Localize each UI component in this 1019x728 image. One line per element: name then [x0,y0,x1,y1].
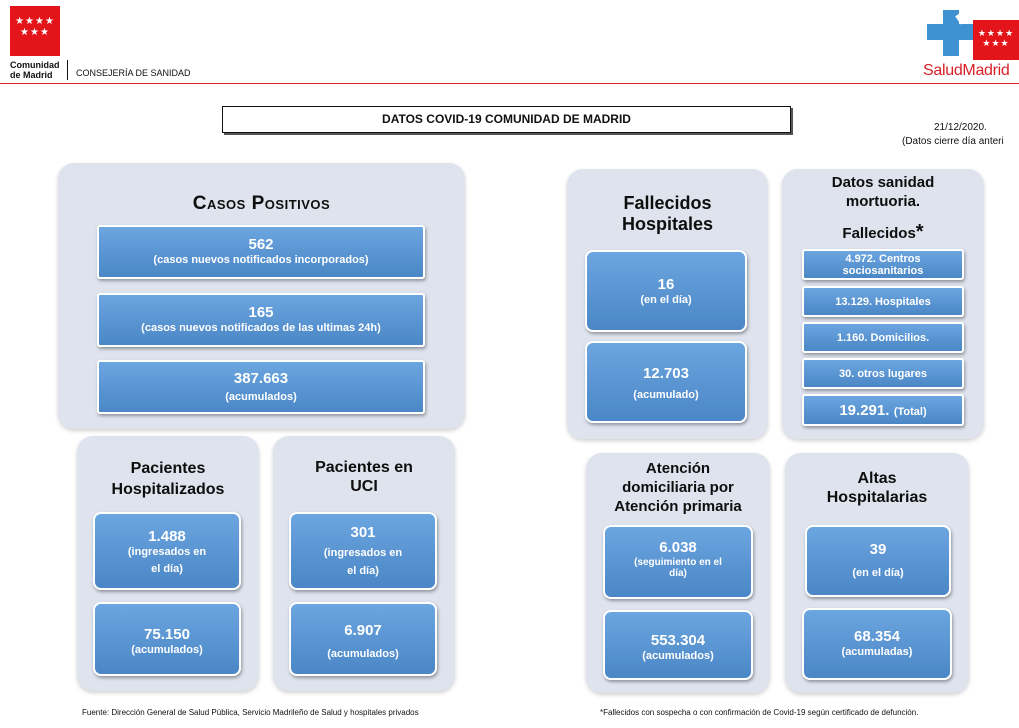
fallecidos-hospitales-panel [567,169,768,439]
sanidad-mortuoria-panel [782,169,984,439]
sanidad-mortuoria-title: Datos sanidad mortuoria. Fallecidos* [831,174,935,243]
hospitalizados-panel [77,436,259,691]
uci-panel [273,436,455,691]
fallecidos-footnote: *Fallecidos con sospecha o con confirmación de Covid-19 según certificado de defunción. [600,708,919,717]
fallecidos-centros-sociosanitarios: 4.972. Centros sociosanitarios [802,249,964,280]
header-divider [67,60,68,80]
uci-title: Pacientes en UCI [315,459,413,495]
cm-name-line1: Comunidad [10,60,60,70]
hospitalizados-dia: 1.488 (ingresados en el día) [93,512,241,590]
uci-acumulados: 6.907 (acumulados) [289,602,437,676]
atencion-domiciliaria-panel [586,453,770,693]
fallecidos-otros-lugares: 30. otros lugares [802,358,964,389]
casos-positivos-panel [58,163,465,429]
fallecidos-domicilios: 1.160. Domicilios. [802,322,964,353]
altas-acumuladas: 68.354 (acumuladas) [802,608,952,680]
casos-nuevos-incorporados: 562 (casos nuevos notificados incorporados) [97,225,425,279]
cm-name-line2: de Madrid [10,70,53,80]
header-rule [0,83,1019,84]
hospitalizados-acumulados: 75.150 (acumulados) [93,602,241,676]
salud-madrid-name: SaludMadrid [923,62,1010,79]
atencion-domiciliaria-title: Atención domiciliaria por Atención primaria [614,460,742,515]
flag-stars-icon: ★★★★ ★★★ [973,20,1019,60]
comunidad-madrid-name [10,60,60,80]
report-date: 21/12/2020. [934,122,987,133]
cross-icon [927,10,975,58]
fallecidos-hospitales-dia: 16 (en el día) [585,250,747,332]
casos-acumulados: 387.663 (acumulados) [97,360,425,414]
altas-hospitalarias-title: Altas Hospitalarias [826,470,928,506]
stars-icon: ★★★★ ★★★ [15,16,55,38]
atencion-seguimiento-dia: 6.038 (seguimiento en el día) [603,525,753,599]
page-title: DATOS COVID-19 COMUNIDAD DE MADRID [222,106,791,133]
consejeria-label: CONSEJERÍA DE SANIDAD [76,68,191,78]
fallecidos-total: 19.291. (Total) [802,394,964,426]
atencion-acumulados: 553.304 (acumulados) [603,610,753,680]
hospitalizados-title: Pacientes Hospitalizados [111,460,225,498]
salud-madrid-logo [921,10,1019,80]
altas-dia: 39 (en el día) [805,525,951,597]
asterisk-mark: * [915,221,924,243]
casos-nuevos-24h: 165 (casos nuevos notificados de las ultimas 24h) [97,293,425,347]
fallecidos-hospitales-title: Fallecidos Hospitales [621,193,714,234]
uci-dia: 301 (ingresados en el día) [289,512,437,590]
fuente-footnote: Fuente: Dirección General de Salud Pública, Servicio Madrileño de Salud y hospitales privados [82,708,419,717]
altas-hospitalarias-panel [785,453,969,693]
comunidad-madrid-logo [10,6,60,56]
fallecidos-hospitales-acumulado: 12.703 (acumulado) [585,341,747,423]
casos-positivos-title: Casos Positivos [192,193,331,214]
report-date-note: (Datos cierre día anteri [902,136,1004,147]
fallecidos-hospitales: 13.129. Hospitales [802,286,964,317]
